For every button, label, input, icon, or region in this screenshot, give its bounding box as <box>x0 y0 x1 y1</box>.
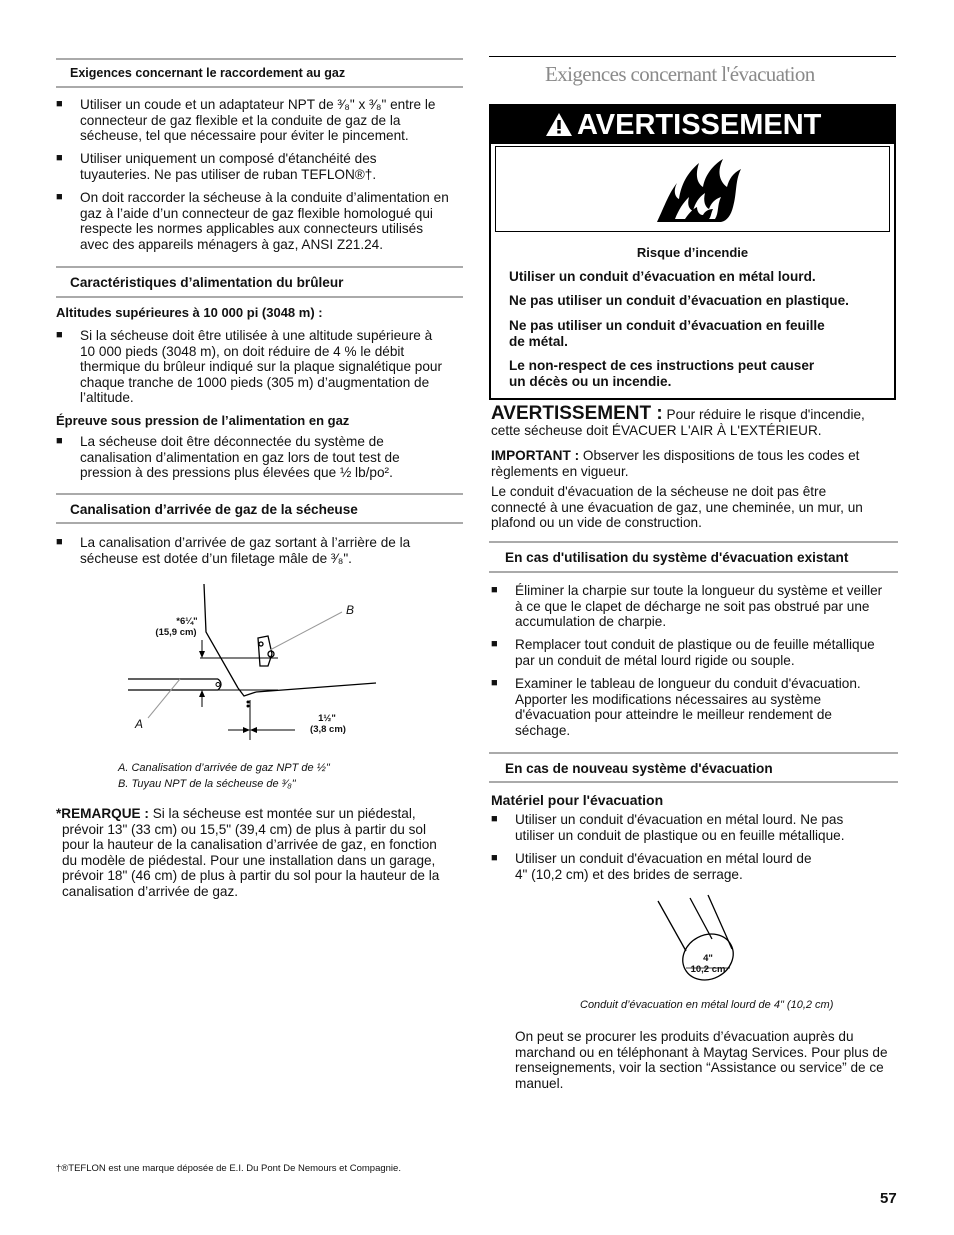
dim-label-1-1-2: 1½" <box>318 713 336 724</box>
dim-arrow-icon <box>199 690 205 697</box>
section-title-existing: En cas d'utilisation du système d'évacuation existant <box>505 550 849 565</box>
list-item: Utiliser uniquement un composé d'étanchéité des tuyauteries. Ne pas utiliser de ruban TEFLON®†. <box>80 151 377 182</box>
dim-label-3-8: (3,8 cm) <box>310 724 346 735</box>
list-item: On doit raccorder la sécheuse à la conduite d’alimentation en gaz à l’aide d’un connecteur de gaz flexible homologué qui respecte les normes applicables aux connecteurs utilisés avec des appareils ménagers à gaz, ANSI Z21.24. <box>80 190 449 252</box>
duct-dim-4in: 4" <box>703 953 713 964</box>
bullet-square-icon: ■ <box>491 584 498 596</box>
bullet-square-icon: ■ <box>56 98 63 110</box>
section-rule <box>56 522 463 524</box>
dim-label-6-1-4: *6¼" <box>176 616 198 627</box>
duct-caption: Conduit d’évacuation en métal lourd de 4" (10,2 cm) <box>580 999 834 1011</box>
avertissement-paragraph: AVERTISSEMENT : Pour réduire le risque d'incendie, cette sécheuse doit ÉVACUER L'AIR À L'EXTÉRIEUR. <box>491 403 865 438</box>
important-paragraph: IMPORTANT : Observer les dispositions de tous les codes et règlements en vigueur. <box>491 448 860 479</box>
avertissement-label: AVERTISSEMENT : <box>491 403 663 424</box>
altitude-heading: Altitudes supérieures à 10 000 pi (3048 m) : <box>56 305 323 320</box>
section-rule <box>489 571 898 573</box>
list-item: Utiliser un conduit d'évacuation en métal lourd. Ne pas utiliser un conduit de plastique ou en feuille métallique. <box>515 812 845 843</box>
section-title-exhaust: Exigences concernant l'évacuation <box>545 62 815 86</box>
dim-arrow-icon <box>243 727 250 733</box>
dim-arrow-icon <box>199 651 205 658</box>
label-b: B <box>346 603 355 617</box>
warning-box <box>489 104 896 400</box>
duct-dim-10-2cm: 10,2 cm <box>690 964 726 975</box>
list-item: Remplacer tout conduit de plastique ou de feuille métallique par un conduit de métal lourd rigide ou souple. <box>515 637 875 668</box>
dim-arrow-icon <box>250 727 257 733</box>
warning-image-frame <box>495 146 890 232</box>
bullet-square-icon: ■ <box>56 329 63 341</box>
closing-paragraph: On peut se procurer les produits d’évacuation auprès du marchand ou en téléphonant à Maytag Services. Pour plus de renseignements, voir la section “Assistance ou service” de ce manuel. <box>515 1029 888 1091</box>
section-rule <box>489 56 896 57</box>
list-item: La canalisation d’arrivée de gaz sortant à l’arrière de la sécheuse est dotée d’un filetage mâle de ³⁄₈". <box>80 535 411 566</box>
section-rule <box>56 296 463 298</box>
bullet-square-icon: ■ <box>56 191 63 203</box>
section-title-gas-pipe: Canalisation d’arrivée de gaz de la sécheuse <box>70 502 358 517</box>
warning-line: Le non-respect de ces instructions peut causer un décès ou un incendie. <box>509 358 815 389</box>
material-heading: Matériel pour l'évacuation <box>491 792 664 808</box>
section-title-new: En cas de nouveau système d'évacuation <box>505 761 773 776</box>
exhaust-paragraph: Le conduit d'évacuation de la sécheuse ne doit pas être connecté à une évacuation de gaz, une cheminée, un mur, un plafond ou un vide de construction. <box>491 484 863 531</box>
dryer-back-line <box>204 584 238 688</box>
list-item: Éliminer la charpie sur toute la longueur du système et veiller à ce que le clapet de décharge ne soit pas obstrué par une accumulation de charpie. <box>515 583 883 630</box>
label-a: A <box>135 717 144 731</box>
section-rule <box>56 58 463 60</box>
warning-title: AVERTISSEMENT <box>577 109 822 141</box>
warning-triangle-icon <box>545 112 573 137</box>
leader-b <box>270 612 342 650</box>
leader-a <box>148 679 180 718</box>
section-rule <box>56 493 463 495</box>
list-item: Utiliser un coude et un adaptateur NPT de ³⁄₈" x ³⁄₈" entre le connecteur de gaz flexible et la conduite de gaz de la sécheuse, tel que nécessaire pour éviter le pincement. <box>80 97 436 144</box>
dim-label-15-9: (15,9 cm) <box>155 627 197 638</box>
dryer-pipe-line <box>256 683 376 692</box>
note-label: *REMARQUE : <box>56 806 149 821</box>
bullet-square-icon: ■ <box>491 852 498 864</box>
caption-a: A. Canalisation d’arrivée de gaz NPT de ½" <box>118 762 330 774</box>
bullet-square-icon: ■ <box>56 435 63 447</box>
warning-risk-title: Risque d’incendie <box>636 245 749 260</box>
list-item: Si la sécheuse doit être utilisée à une altitude supérieure à 10 000 pieds (3048 m), on doit réduire de 4 % le débit thermique du brûleur indiqué sur la plaque signalétique pour chaque tranche de 1000 pieds (305 m) d’augmentation de l’altitude. <box>80 328 442 406</box>
section-rule <box>56 86 463 88</box>
caption-b: B. Tuyau NPT de la sécheuse de ³⁄₈" <box>118 778 296 790</box>
warning-header <box>491 106 894 144</box>
section-rule <box>489 781 898 783</box>
warning-line: Utiliser un conduit d’évacuation en métal lourd. <box>509 269 816 284</box>
section-title-gas-connection: Exigences concernant le raccordement au gaz <box>70 66 346 80</box>
section-rule <box>489 541 898 543</box>
pressure-heading: Épreuve sous pression de l’alimentation en gaz <box>56 413 350 428</box>
bullet-square-icon: ■ <box>56 152 63 164</box>
footnote: †®TEFLON est une marque déposée de E.I. Du Pont De Nemours et Compagnie. <box>56 1163 401 1174</box>
page-number: 57 <box>880 1190 897 1207</box>
bullet-square-icon: ■ <box>491 813 498 825</box>
list-item: Examiner le tableau de longueur du conduit d'évacuation. Apporter les modifications nécessaires au système d'évacuation pour atteindre le meilleur rendement de séchage. <box>515 676 861 738</box>
bullet-square-icon: ■ <box>56 536 63 548</box>
warning-line: Ne pas utiliser un conduit d’évacuation en feuille de métal. <box>509 318 825 349</box>
note-block: *REMARQUE : Si la sécheuse est montée sur un piédestal, prévoir 13" (33 cm) ou 15,5" (39,4 cm) de plus à partir du sol pour la hauteur de la canalisation d’arrivée de gaz, en fonction du modèle de piédestal. Pour une installation dans un garage, prévoir 18" (46 cm) de plus à partir du sol pour la hauteur de la canalisation d’arrivée de gaz. <box>56 806 440 899</box>
warning-line: Ne pas utiliser un conduit d’évacuation en plastique. <box>509 293 849 308</box>
section-rule <box>56 266 463 268</box>
list-item: Utiliser un conduit d'évacuation en métal lourd de 4" (10,2 cm) et des brides de serrage. <box>515 851 812 882</box>
bullet-square-icon: ■ <box>491 677 498 689</box>
section-title-burner: Caractéristiques d’alimentation du brûleur <box>70 275 344 290</box>
bullet-square-icon: ■ <box>491 638 498 650</box>
fire-icon <box>651 153 743 223</box>
section-rule <box>489 752 898 754</box>
list-item: La sécheuse doit être déconnectée du système de canalisation d’alimentation en gaz lors de tout test de pression à des pressions plus élevées que ½ lb/po². <box>80 434 400 481</box>
